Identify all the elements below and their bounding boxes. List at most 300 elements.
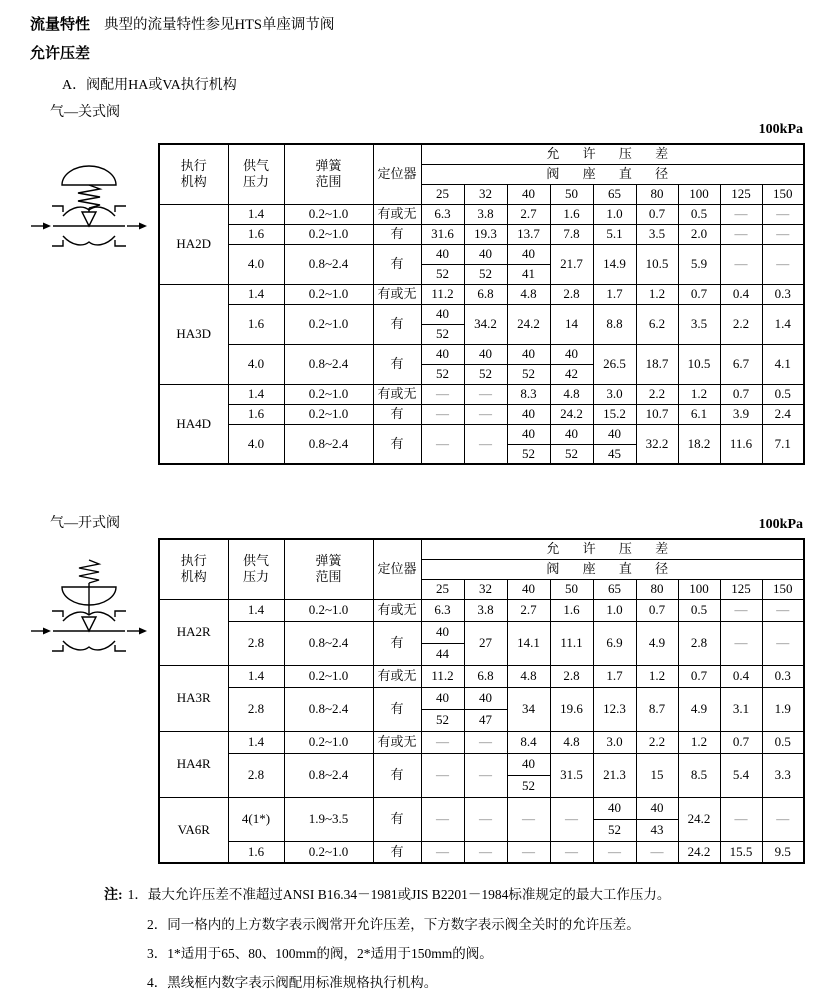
positioner-cell: 有: [373, 841, 421, 863]
pressure-diff-value: 52: [421, 709, 464, 731]
pressure-diff-value: —: [550, 841, 593, 863]
pressure-diff-value: —: [762, 244, 804, 284]
pressure-diff-value: 52: [464, 264, 507, 284]
positioner-cell: 有: [373, 344, 421, 384]
size-col-header-25: 25: [421, 184, 464, 204]
valve-plug-icon: [82, 617, 96, 631]
pressure-diff-value: —: [464, 753, 507, 797]
pressure-diff-value: 6.9: [593, 621, 636, 665]
pressure-diff-value: 11.2: [421, 284, 464, 304]
pressure-diff-value: 0.7: [678, 284, 720, 304]
flow-arrow-left-icon: [31, 628, 51, 635]
pressure-diff-value: 44: [421, 643, 464, 665]
flow-arrow-left-icon: [31, 223, 51, 230]
pressure-diff-value: —: [593, 841, 636, 863]
supply-cell: 2.8: [228, 687, 284, 731]
pressure-diff-value: 40: [507, 404, 550, 424]
pressure-diff-value: 3.3: [762, 753, 804, 797]
pressure-diff-value: 27: [464, 621, 507, 665]
pressure-diff-value: 52: [550, 444, 593, 464]
pressure-diff-value: 0.3: [762, 665, 804, 687]
pressure-diff-value: 40: [593, 797, 636, 819]
positioner-cell: 有: [373, 404, 421, 424]
pressure-diff-value: 14: [550, 304, 593, 344]
pressure-diff-value: 40: [421, 304, 464, 324]
pressure-diff-value: 10.7: [636, 404, 678, 424]
pressure-diff-value: 7.1: [762, 424, 804, 464]
positioner-cell: 有: [373, 244, 421, 284]
pressure-diff-value: 52: [507, 775, 550, 797]
col-header-line: 供气: [242, 158, 269, 173]
pressure-diff-value: 24.2: [550, 404, 593, 424]
pressure-diff-value: 3.5: [636, 224, 678, 244]
pressure-diff-value: 14.9: [593, 244, 636, 284]
pressure-diff-value: 4.8: [550, 731, 593, 753]
size-col-header-80: 80: [636, 184, 678, 204]
subheading-actuator-types: A．阀配用HA或VA执行机构: [62, 78, 237, 93]
actuator-model: HA3R: [159, 665, 228, 731]
supply-cell: 1.4: [228, 284, 284, 304]
pressure-diff-value: 40: [550, 424, 593, 444]
spring-cell: 0.2~1.0: [284, 731, 373, 753]
pressure-diff-value: 52: [507, 364, 550, 384]
air-to-close-valve-icon: [24, 164, 154, 259]
spring-icon: [78, 185, 100, 212]
col-header-line: 压力: [242, 174, 269, 190]
size-col-header-32: 32: [464, 184, 507, 204]
pressure-diff-value: 41: [507, 264, 550, 284]
actuator-model: HA2R: [159, 599, 228, 665]
pressure-diff-value: 40: [421, 621, 464, 643]
pressure-diff-value: —: [421, 424, 464, 464]
positioner-cell: 有: [373, 797, 421, 841]
pressure-diff-value: 19.6: [550, 687, 593, 731]
size-col-header-40: 40: [507, 579, 550, 599]
col-header-line: 供气: [242, 553, 269, 568]
size-col-header-125: 125: [720, 184, 762, 204]
pressure-diff-value: 5.9: [678, 244, 720, 284]
supply-cell: 2.8: [228, 621, 284, 665]
spring-cell: 1.9~3.5: [284, 797, 373, 841]
pressure-diff-value: 6.1: [678, 404, 720, 424]
col-header-supply: [228, 144, 284, 204]
positioner-cell: 有或无: [373, 731, 421, 753]
pressure-diff-value: 34.2: [464, 304, 507, 344]
caption-air-to-close-valve: 气—关式阀: [50, 105, 120, 120]
size-col-header-50: 50: [550, 184, 593, 204]
pressure-diff-value: 43: [636, 819, 678, 841]
pressure-diff-value: —: [507, 797, 550, 841]
actuator-model: VA6R: [159, 797, 228, 863]
pressure-diff-value: 2.2: [720, 304, 762, 344]
pressure-diff-value: —: [762, 621, 804, 665]
pressure-diff-value: 24.2: [678, 841, 720, 863]
supply-cell: 1.4: [228, 665, 284, 687]
spring-cell: 0.2~1.0: [284, 204, 373, 224]
spring-cell: 0.2~1.0: [284, 665, 373, 687]
pressure-diff-value: 40: [421, 344, 464, 364]
pressure-diff-value: —: [720, 621, 762, 665]
actuator-model: HA4R: [159, 731, 228, 797]
positioner-cell: 有: [373, 753, 421, 797]
pressure-diff-value: 8.5: [678, 753, 720, 797]
pressure-diff-value: —: [421, 753, 464, 797]
pressure-diff-value: 32.2: [636, 424, 678, 464]
actuator-model: HA4D: [159, 384, 228, 464]
pressure-diff-value: 6.3: [421, 599, 464, 621]
col-header-line: 压力: [242, 569, 269, 585]
pressure-diff-value: 8.8: [593, 304, 636, 344]
pressure-diff-value: 40: [464, 244, 507, 264]
spring-cell: 0.2~1.0: [284, 224, 373, 244]
pressure-diff-value: 2.2: [636, 384, 678, 404]
col-header-line: 范围: [315, 174, 342, 190]
pressure-diff-value: 2.8: [550, 665, 593, 687]
pressure-diff-value: 1.0: [593, 599, 636, 621]
pressure-diff-value: 1.6: [550, 599, 593, 621]
pressure-diff-value: 42: [550, 364, 593, 384]
positioner-cell: 有或无: [373, 384, 421, 404]
positioner-cell: 有或无: [373, 665, 421, 687]
pressure-diff-value: 40: [507, 344, 550, 364]
pressure-diff-value: —: [762, 599, 804, 621]
header-seat-diameter: 阀 座 直 径: [421, 559, 804, 579]
pressure-diff-value: 21.3: [593, 753, 636, 797]
pressure-diff-value: —: [507, 841, 550, 863]
size-col-header-25: 25: [421, 579, 464, 599]
supply-cell: 1.4: [228, 599, 284, 621]
pressure-diff-value: 0.4: [720, 665, 762, 687]
pressure-diff-value: —: [421, 731, 464, 753]
pressure-diff-value: 3.1: [720, 687, 762, 731]
supply-cell: 1.4: [228, 204, 284, 224]
spring-cell: 0.2~1.0: [284, 284, 373, 304]
pressure-diff-value: —: [464, 384, 507, 404]
pressure-diff-value: 11.2: [421, 665, 464, 687]
pressure-diff-value: 3.5: [678, 304, 720, 344]
pressure-diff-value: 0.7: [636, 599, 678, 621]
pressure-diff-value: 40: [507, 424, 550, 444]
size-col-header-100: 100: [678, 184, 720, 204]
pressure-diff-value: —: [762, 204, 804, 224]
spring-icon: [79, 560, 99, 583]
supply-cell: 2.8: [228, 753, 284, 797]
pressure-diff-value: —: [720, 204, 762, 224]
pressure-diff-value: 0.5: [678, 204, 720, 224]
pressure-diff-value: 0.5: [678, 599, 720, 621]
header-allowable-pressure-diff: 允 许 压 差: [421, 539, 804, 559]
col-header-line: 定位器: [377, 166, 417, 182]
pressure-diff-value: 1.2: [678, 384, 720, 404]
pressure-diff-value: —: [421, 404, 464, 424]
pressure-diff-value: 1.9: [762, 687, 804, 731]
pressure-diff-value: 52: [421, 264, 464, 284]
pressure-diff-value: 6.8: [464, 665, 507, 687]
pressure-diff-value: 18.7: [636, 344, 678, 384]
spring-cell: 0.8~2.4: [284, 424, 373, 464]
pressure-diff-value: 6.7: [720, 344, 762, 384]
pressure-diff-value: 2.7: [507, 204, 550, 224]
flow-arrow-right-icon: [127, 628, 147, 635]
pressure-diff-value: 5.4: [720, 753, 762, 797]
pressure-diff-value: 3.8: [464, 599, 507, 621]
positioner-cell: 有或无: [373, 284, 421, 304]
col-header-line: 定位器: [377, 561, 417, 577]
supply-cell: 4.0: [228, 344, 284, 384]
actuator-model: HA2D: [159, 204, 228, 284]
pressure-diff-value: 10.5: [636, 244, 678, 284]
pressure-diff-value: 45: [593, 444, 636, 464]
pressure-diff-value: 0.7: [720, 384, 762, 404]
col-header-line: 执行: [180, 553, 207, 568]
spring-cell: 0.8~2.4: [284, 687, 373, 731]
pressure-diff-value: 40: [421, 244, 464, 264]
header-allowable-pressure-diff: 允 许 压 差: [421, 144, 804, 164]
pressure-diff-value: —: [720, 244, 762, 284]
pressure-diff-value: 2.2: [636, 731, 678, 753]
spring-cell: 0.2~1.0: [284, 304, 373, 344]
positioner-cell: 有: [373, 224, 421, 244]
actuator-model: HA3D: [159, 284, 228, 384]
supply-cell: 1.6: [228, 404, 284, 424]
pressure-diff-value: 6.2: [636, 304, 678, 344]
pressure-diff-value: 1.7: [593, 284, 636, 304]
col-header-positioner: [373, 144, 421, 204]
size-col-header-65: 65: [593, 579, 636, 599]
col-header-line: 执行: [180, 158, 207, 173]
col-header-actuator: [159, 539, 228, 599]
pressure-diff-value: 4.1: [762, 344, 804, 384]
pressure-diff-value: —: [720, 599, 762, 621]
pressure-diff-value: 1.2: [678, 731, 720, 753]
spring-cell: 0.2~1.0: [284, 599, 373, 621]
col-header-line: 机构: [180, 174, 207, 190]
pressure-diff-value: 15: [636, 753, 678, 797]
valve-plug-icon: [82, 212, 96, 226]
pressure-diff-value: 4.8: [507, 665, 550, 687]
pressure-diff-value: 3.0: [593, 384, 636, 404]
table-air-to-close: [158, 143, 805, 465]
heading-flow-characteristics: 流量特性: [30, 17, 91, 33]
pressure-diff-value: 8.7: [636, 687, 678, 731]
note-line: [104, 886, 810, 904]
pressure-diff-value: 11.6: [720, 424, 762, 464]
pressure-diff-value: 14.1: [507, 621, 550, 665]
col-header-actuator: [159, 144, 228, 204]
pressure-diff-value: —: [762, 224, 804, 244]
pressure-diff-value: 2.4: [762, 404, 804, 424]
pressure-diff-value: 40: [550, 344, 593, 364]
pressure-diff-value: —: [464, 404, 507, 424]
size-col-header-80: 80: [636, 579, 678, 599]
pressure-diff-value: 4.9: [678, 687, 720, 731]
pressure-diff-value: 8.3: [507, 384, 550, 404]
notes: [104, 886, 810, 1003]
supply-cell: 1.6: [228, 224, 284, 244]
supply-cell: 4.0: [228, 244, 284, 284]
col-header-spring: [284, 144, 373, 204]
section-heading-flow: [30, 13, 334, 34]
pressure-diff-value: —: [720, 797, 762, 841]
spring-cell: 0.8~2.4: [284, 753, 373, 797]
spring-cell: 0.8~2.4: [284, 344, 373, 384]
pressure-diff-value: —: [636, 841, 678, 863]
pressure-diff-value: 13.7: [507, 224, 550, 244]
size-col-header-65: 65: [593, 184, 636, 204]
col-header-positioner: [373, 539, 421, 599]
pressure-diff-value: —: [464, 731, 507, 753]
pressure-diff-value: 24.2: [507, 304, 550, 344]
positioner-cell: 有: [373, 621, 421, 665]
actuator-bowl-icon: [62, 583, 116, 615]
pressure-diff-value: 3.9: [720, 404, 762, 424]
pressure-diff-value: 7.8: [550, 224, 593, 244]
pressure-diff-value: 40: [593, 424, 636, 444]
pressure-diff-value: 4.8: [507, 284, 550, 304]
unit-label-air-to-open: 100kPa: [758, 517, 803, 532]
pressure-diff-value: —: [720, 224, 762, 244]
actuator-dome-icon: [62, 166, 116, 185]
pressure-diff-value: 31.5: [550, 753, 593, 797]
positioner-cell: 有: [373, 424, 421, 464]
pressure-diff-value: 4.8: [550, 384, 593, 404]
header-seat-diameter: 阀 座 直 径: [421, 164, 804, 184]
pressure-diff-value: 52: [464, 364, 507, 384]
col-header-line: 弹簧: [315, 553, 342, 568]
pressure-diff-value: 0.5: [762, 731, 804, 753]
pressure-diff-value: 52: [593, 819, 636, 841]
size-col-header-150: 150: [762, 579, 804, 599]
note-item: 3．1*适用于65、80、100mm的阀，2*适用于150mm的阀。: [147, 946, 493, 961]
size-col-header-40: 40: [507, 184, 550, 204]
col-header-supply: [228, 539, 284, 599]
heading-allowable-pressure-diff: 允许压差: [30, 46, 91, 62]
pressure-diff-value: 52: [421, 364, 464, 384]
pressure-diff-value: 0.7: [720, 731, 762, 753]
pressure-diff-value: 11.1: [550, 621, 593, 665]
positioner-cell: 有: [373, 304, 421, 344]
pressure-diff-value: 40: [464, 344, 507, 364]
pressure-diff-value: 40: [507, 753, 550, 775]
size-col-header-125: 125: [720, 579, 762, 599]
supply-cell: 1.4: [228, 384, 284, 404]
pressure-diff-value: 2.0: [678, 224, 720, 244]
pressure-diff-value: 3.8: [464, 204, 507, 224]
pressure-diff-value: —: [421, 384, 464, 404]
pressure-diff-value: —: [464, 424, 507, 464]
positioner-cell: 有: [373, 687, 421, 731]
pressure-diff-value: 1.6: [550, 204, 593, 224]
pressure-diff-value: 6.8: [464, 284, 507, 304]
col-header-line: 范围: [315, 569, 342, 585]
positioner-cell: 有或无: [373, 204, 421, 224]
pressure-diff-value: —: [421, 841, 464, 863]
pressure-diff-value: 5.1: [593, 224, 636, 244]
spring-cell: 0.8~2.4: [284, 244, 373, 284]
pressure-diff-value: 52: [421, 324, 464, 344]
pressure-diff-value: 6.3: [421, 204, 464, 224]
pressure-diff-value: 4.9: [636, 621, 678, 665]
supply-cell: 1.6: [228, 304, 284, 344]
flow-arrow-right-icon: [127, 223, 147, 230]
heading-flow-text: 典型的流量特性参见HTS单座调节阀: [104, 17, 335, 33]
supply-cell: 1.6: [228, 841, 284, 863]
air-to-open-valve-icon: [24, 556, 154, 664]
pressure-diff-value: 1.4: [762, 304, 804, 344]
pressure-diff-value: 10.5: [678, 344, 720, 384]
positioner-cell: 有或无: [373, 599, 421, 621]
col-header-spring: [284, 539, 373, 599]
col-header-line: 机构: [180, 569, 207, 585]
pressure-diff-value: 3.0: [593, 731, 636, 753]
pressure-diff-value: —: [421, 797, 464, 841]
pressure-diff-value: 24.2: [678, 797, 720, 841]
pressure-diff-value: 21.7: [550, 244, 593, 284]
pressure-diff-value: 15.5: [720, 841, 762, 863]
spring-cell: 0.8~2.4: [284, 621, 373, 665]
table-air-to-open: [158, 538, 805, 864]
pressure-diff-value: 1.2: [636, 284, 678, 304]
pressure-diff-value: —: [762, 797, 804, 841]
pressure-diff-value: —: [464, 797, 507, 841]
supply-cell: 4.0: [228, 424, 284, 464]
notes-label: 注:: [104, 888, 123, 903]
pressure-diff-value: 0.5: [762, 384, 804, 404]
pressure-diff-value: 0.3: [762, 284, 804, 304]
supply-cell: 4(1*): [228, 797, 284, 841]
pressure-diff-value: 52: [507, 444, 550, 464]
col-header-line: 弹簧: [315, 158, 342, 173]
pressure-diff-value: 1.2: [636, 665, 678, 687]
pressure-diff-value: 40: [507, 244, 550, 264]
pressure-diff-value: 40: [421, 687, 464, 709]
pressure-diff-value: —: [550, 797, 593, 841]
pressure-diff-value: 8.4: [507, 731, 550, 753]
note-item: 2．同一格内的上方数字表示阀常开允许压差，下方数字表示阀全关时的允许压差。: [147, 917, 640, 932]
size-col-header-150: 150: [762, 184, 804, 204]
pressure-diff-value: 34: [507, 687, 550, 731]
pressure-diff-value: 1.0: [593, 204, 636, 224]
spring-cell: 0.2~1.0: [284, 384, 373, 404]
pressure-diff-value: 0.4: [720, 284, 762, 304]
pressure-diff-value: 2.8: [550, 284, 593, 304]
pressure-diff-value: 40: [464, 687, 507, 709]
note-item: 1．最大允许压差不准超过ANSI B16.34－1981或JIS B2201－1984标准规定的最大工作压力。: [127, 887, 671, 902]
pressure-diff-value: 0.7: [636, 204, 678, 224]
pressure-diff-value: 19.3: [464, 224, 507, 244]
supply-cell: 1.4: [228, 731, 284, 753]
pressure-diff-value: 15.2: [593, 404, 636, 424]
pressure-diff-value: 18.2: [678, 424, 720, 464]
pressure-diff-value: 1.7: [593, 665, 636, 687]
pressure-diff-value: —: [464, 841, 507, 863]
pressure-diff-value: 26.5: [593, 344, 636, 384]
size-col-header-100: 100: [678, 579, 720, 599]
size-col-header-50: 50: [550, 579, 593, 599]
pressure-diff-value: 9.5: [762, 841, 804, 863]
pressure-diff-value: 2.8: [678, 621, 720, 665]
pressure-diff-value: 47: [464, 709, 507, 731]
pressure-diff-value: 0.7: [678, 665, 720, 687]
spring-cell: 0.2~1.0: [284, 404, 373, 424]
pressure-diff-value: 2.7: [507, 599, 550, 621]
note-item: 4．黑线框内数字表示阀配用标准规格执行机构。: [147, 975, 438, 990]
size-col-header-32: 32: [464, 579, 507, 599]
unit-label-air-to-close: 100kPa: [758, 122, 803, 137]
pressure-diff-value: 12.3: [593, 687, 636, 731]
pressure-diff-value: 31.6: [421, 224, 464, 244]
caption-air-to-open-valve: 气—开式阀: [50, 516, 120, 531]
